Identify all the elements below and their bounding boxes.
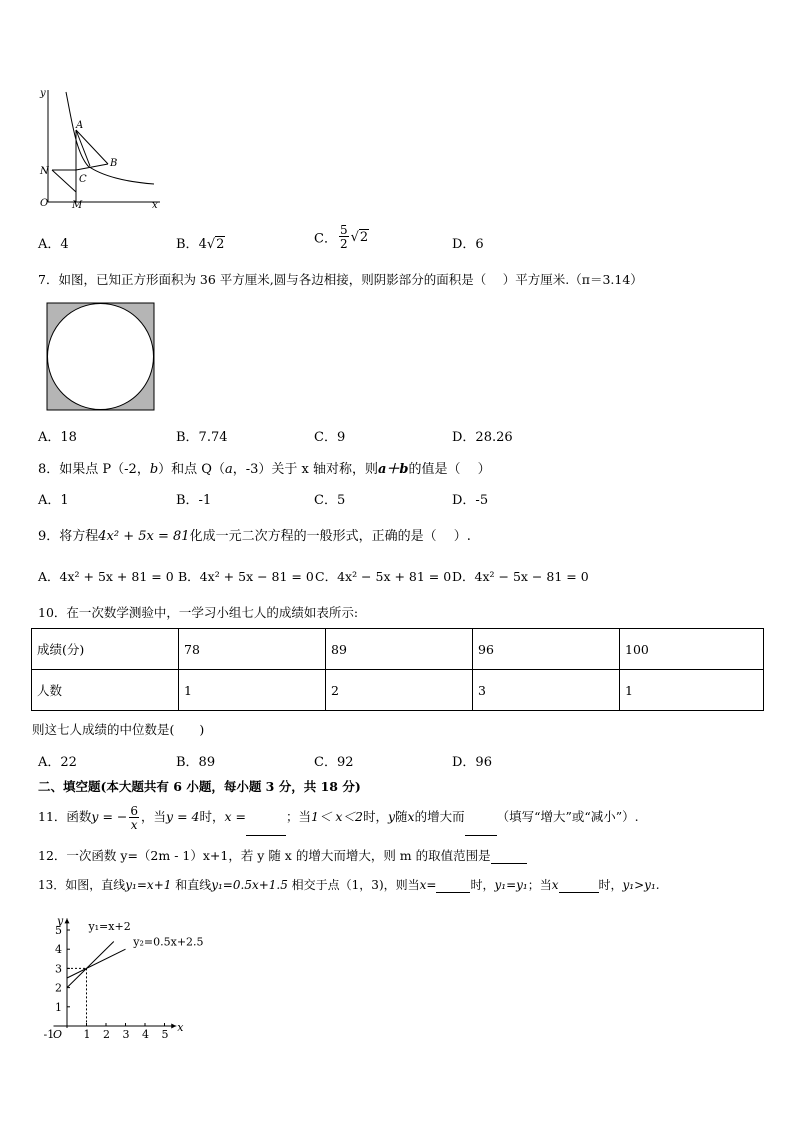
x-tick-label: -1 bbox=[43, 1028, 55, 1041]
q10-option-c[interactable]: C．92 bbox=[314, 755, 354, 770]
q13-x2: x bbox=[551, 878, 559, 892]
q13-ygt: y₁>y₁. bbox=[622, 878, 660, 892]
q7-figure bbox=[46, 302, 156, 412]
answer-blank[interactable] bbox=[436, 878, 470, 893]
q6-option-c-frac bbox=[339, 224, 349, 250]
q13-text-d: 时， bbox=[470, 878, 495, 892]
q11-text-h: （填写“增大”或“减小”）. bbox=[496, 809, 639, 824]
q9-option-b[interactable]: B．4x² + 5x − 81 = 0 bbox=[178, 569, 314, 584]
fig-label-x: x bbox=[152, 200, 158, 211]
q8-text-a: 8．如果点 P（-2， bbox=[38, 462, 150, 477]
sqrt-symbol: √2 bbox=[350, 229, 369, 245]
table-cell: 1 bbox=[620, 670, 764, 711]
q6-option-a[interactable]: A．4 bbox=[38, 237, 69, 252]
q10-score-table bbox=[31, 628, 764, 711]
table-row bbox=[32, 670, 764, 711]
q6-figure bbox=[30, 82, 170, 212]
q6-option-b-rad: 2 bbox=[216, 237, 225, 252]
table-cell: 1 bbox=[179, 670, 326, 711]
q13-l2: y₁=0.5x+1.5 bbox=[211, 878, 288, 892]
y-tick-label: 1 bbox=[55, 1000, 62, 1014]
series-line-2 bbox=[67, 949, 126, 978]
q11-text-c: 时， bbox=[199, 809, 225, 824]
fig-label-y: y bbox=[40, 88, 46, 99]
q10-option-b[interactable]: B．89 bbox=[176, 755, 216, 770]
x-tick-label: O bbox=[53, 1028, 63, 1041]
q11-range: 1＜ x＜2 bbox=[311, 809, 363, 824]
q6-option-c-num: 5 bbox=[339, 223, 348, 237]
series-label-2: y₂=0.5x+2.5 bbox=[133, 935, 204, 949]
q9-option-a[interactable]: A．4x² + 5x + 81 = 0 bbox=[38, 569, 174, 584]
table-cell: 100 bbox=[620, 629, 764, 670]
q13-xeq: x= bbox=[419, 878, 437, 892]
q8-text-b: ）和点 Q（ bbox=[158, 462, 225, 477]
fig-label-A: A bbox=[76, 120, 84, 131]
q11-fn-frac bbox=[129, 805, 139, 831]
q9-text-b: 化成一元二次方程的一般形式，正确的是（ ）. bbox=[189, 529, 471, 544]
q8-option-a[interactable]: A．1 bbox=[38, 493, 69, 508]
fig-label-N: N bbox=[40, 166, 49, 177]
answer-blank[interactable] bbox=[491, 848, 527, 864]
q9-text bbox=[38, 525, 471, 544]
q11-text-b: ，当 bbox=[141, 809, 167, 824]
table-cell: 2 bbox=[326, 670, 473, 711]
q8-expr: a＋b bbox=[377, 462, 409, 477]
q12-text bbox=[38, 846, 527, 864]
q6-option-b-num: 4 bbox=[198, 237, 207, 252]
q11-xeq: x = bbox=[224, 809, 246, 824]
x-tick-label: 5 bbox=[161, 1028, 169, 1041]
q11-text-e: 时， bbox=[362, 809, 388, 824]
q10-option-d[interactable]: D．96 bbox=[452, 755, 492, 770]
x-tick-label: 2 bbox=[103, 1028, 110, 1041]
q11-fn-lhs: y = − bbox=[91, 809, 128, 824]
q8-text-c: ，-3）关于 x 轴对称，则 bbox=[232, 462, 378, 477]
x-tick-label: 4 bbox=[142, 1028, 149, 1041]
q10-option-a[interactable]: A．22 bbox=[38, 755, 77, 770]
q11-fn-den: x bbox=[130, 817, 138, 832]
y-axis-label: y bbox=[57, 914, 64, 928]
q9-option-d[interactable]: D．4x² − 5x − 81 = 0 bbox=[452, 569, 589, 584]
section2-heading: 二、填空题(本大题共有 6 小题，每小题 3 分，共 18 分) bbox=[38, 779, 361, 794]
fig-label-O: O bbox=[40, 198, 49, 209]
q11-fn-num: 6 bbox=[130, 803, 139, 818]
y-tick-label: 4 bbox=[55, 943, 62, 957]
table-cell: 89 bbox=[326, 629, 473, 670]
answer-blank[interactable] bbox=[465, 799, 497, 836]
q8-option-b[interactable]: B．-1 bbox=[176, 493, 212, 508]
fig-label-B: B bbox=[110, 158, 118, 169]
q6-option-c[interactable] bbox=[314, 224, 369, 250]
q7-option-b[interactable]: B．7.74 bbox=[176, 430, 228, 445]
fig-label-M: M bbox=[72, 200, 83, 211]
q8-text-d: 的值是（ ） bbox=[408, 462, 491, 477]
q13-text-c: 相交于点（1，3)，则当 bbox=[287, 878, 420, 892]
q8-option-c[interactable]: C．5 bbox=[314, 493, 346, 508]
table-cell: 78 bbox=[179, 629, 326, 670]
q13-text-f: 时， bbox=[598, 878, 623, 892]
table-cell: 96 bbox=[473, 629, 620, 670]
q9-text-a: 9．将方程 bbox=[38, 529, 99, 544]
series-label-1: y₁=x+2 bbox=[88, 920, 131, 933]
series-line-1 bbox=[67, 942, 114, 988]
q13-l1: y₁=x+1 bbox=[125, 878, 172, 892]
q11-text-g: 的增大而 bbox=[414, 809, 465, 824]
q9-equation: 4x² + 5x = 81 bbox=[98, 529, 190, 544]
q10-followup: 则这七人成绩的中位数是( ) bbox=[32, 722, 205, 737]
y-tick-label: 5 bbox=[55, 924, 62, 937]
table-cell: 人数 bbox=[32, 670, 179, 711]
table-cell: 成绩(分) bbox=[32, 629, 179, 670]
q11-yvar: y bbox=[387, 809, 396, 824]
q11-text-f: 随 bbox=[395, 809, 408, 824]
q11-text-a: 11．函数 bbox=[38, 809, 92, 824]
x-axis-label: x bbox=[177, 1021, 184, 1034]
q8-text bbox=[38, 458, 491, 477]
fig-label-C: C bbox=[79, 174, 87, 185]
q13-text bbox=[38, 876, 660, 893]
q7-option-a[interactable]: A．18 bbox=[38, 430, 77, 445]
x-tick-label: 1 bbox=[83, 1028, 91, 1041]
answer-blank[interactable] bbox=[246, 799, 286, 836]
q13-line-chart bbox=[30, 900, 204, 1041]
y-tick-label: 2 bbox=[55, 981, 62, 995]
q11-xvar: x bbox=[407, 809, 415, 824]
q9-option-c[interactable]: C．4x² − 5x + 81 = 0 bbox=[315, 569, 452, 584]
q7-option-d[interactable]: D．28.26 bbox=[452, 430, 513, 445]
q8-option-d[interactable]: D．-5 bbox=[452, 493, 489, 508]
q6-option-d[interactable]: D．6 bbox=[452, 237, 484, 252]
q6-option-b-prefix: B． bbox=[176, 237, 199, 252]
q11-text-d: ；当 bbox=[285, 809, 311, 824]
q13-text-a: 13．如图，直线 bbox=[38, 878, 126, 892]
q10-text: 10．在一次数学测验中，一学习小组七人的成绩如表所示: bbox=[38, 605, 359, 620]
table-cell: 3 bbox=[473, 670, 620, 711]
q7-text: 7．如图，已知正方形面积为 36 平方厘米,圆与各边相接，则阴影部分的面积是（ ）平方厘米.（π＝3.14） bbox=[38, 272, 643, 287]
x-axis-arrow bbox=[171, 1024, 176, 1029]
q6-option-c-den: 2 bbox=[339, 237, 348, 251]
q13-yeq: y₁=y₁ bbox=[494, 878, 528, 892]
y-tick-label: 3 bbox=[55, 962, 62, 976]
q6-option-b[interactable] bbox=[176, 233, 225, 252]
q8-a-var: a bbox=[224, 462, 233, 477]
q11-cond: y = 4 bbox=[166, 809, 200, 824]
q12-text-main: 12．一次函数 y=（2m - 1）x+1，若 y 随 x 的增大而增大，则 m 的取值范围是 bbox=[38, 848, 491, 863]
table-row bbox=[32, 629, 764, 670]
q8-b-var: b bbox=[149, 462, 159, 477]
x-tick-label: 3 bbox=[122, 1028, 130, 1041]
q13-text-b: 和直线 bbox=[171, 878, 212, 892]
sqrt-symbol: √2 bbox=[206, 237, 225, 252]
answer-blank[interactable] bbox=[559, 878, 599, 893]
q13-text-e: ；当 bbox=[527, 878, 552, 892]
y-axis-arrow bbox=[65, 918, 70, 923]
q7-option-c[interactable]: C．9 bbox=[314, 430, 346, 445]
q11-text bbox=[38, 799, 639, 836]
q6-option-c-rad: 2 bbox=[359, 229, 369, 245]
q6-option-c-prefix: C． bbox=[314, 231, 337, 247]
